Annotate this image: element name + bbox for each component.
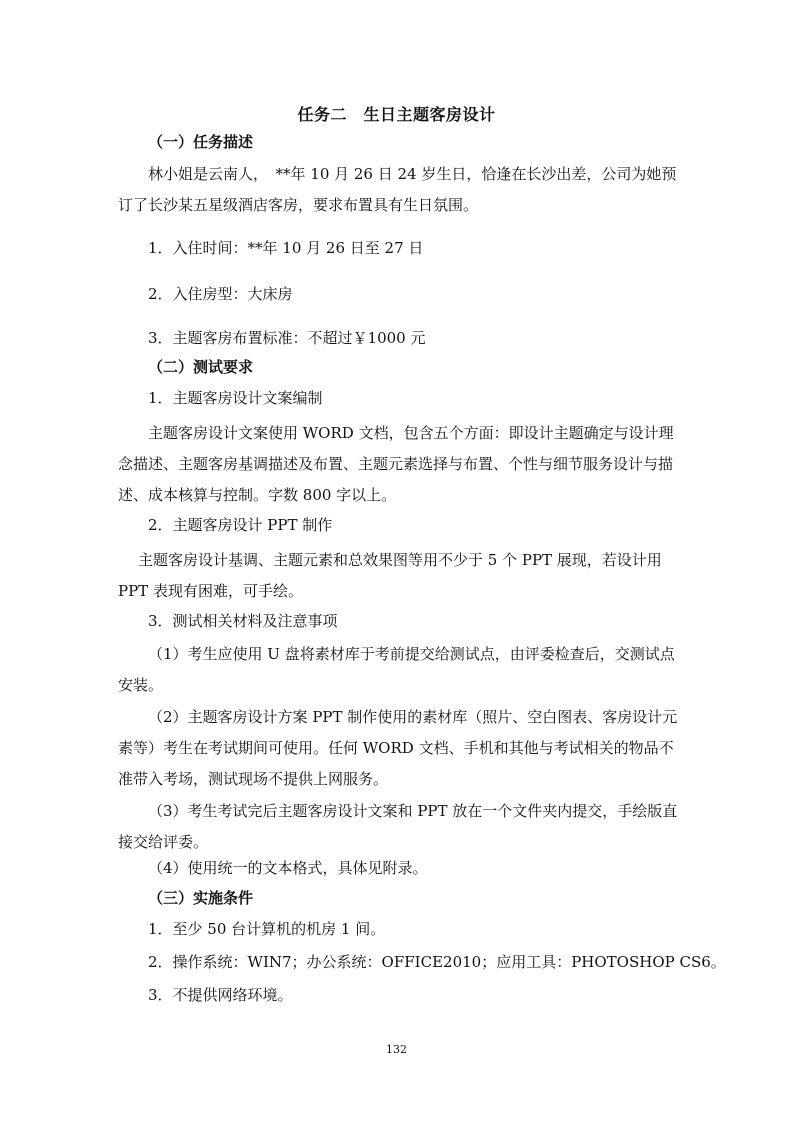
condition-item-computer-room: 1．至少 50 台计算机的机房 1 间。 — [148, 920, 386, 938]
task-item-checkin-time: 1．入住时间：**年 10 月 26 日至 27 日 — [148, 239, 424, 257]
condition-item-software: 2．操作系统：WIN7；办公系统：OFFICE2010；应用工具：PHOTOSHOP CS6。 — [148, 953, 726, 971]
task-item-budget: 3．主题客房布置标准：不超过￥1000 元 — [148, 329, 426, 347]
requirement-3-title: 3．测试相关材料及注意事项 — [148, 612, 338, 630]
requirement-2-body: 主题客房设计基调、主题元素和总效果图等用不少于 5 个 PPT 展现，若设计用 PPT 表现有困难，可手绘。 — [118, 551, 662, 600]
note-3-paragraph: （3）考生考试完后主题客房设计文案和 PPT 放在一个文件夹内提交，手绘版直接交给评委。 — [118, 802, 678, 851]
section-heading-test-requirements: （二）测试要求 — [148, 358, 254, 376]
note-4-paragraph: （4）使用统一的文本格式，具体见附录。 — [148, 859, 428, 877]
page-title: 任务二 生日主题客房设计 — [297, 105, 496, 124]
section-heading-conditions: （三）实施条件 — [148, 889, 254, 907]
task-intro-paragraph: 林小姐是云南人， **年 10 月 26 日 24 岁生日，恰逢在长沙出差，公司为她预订了长沙某五星级酒店客房，要求布置具有生日氛围。 — [118, 165, 677, 214]
note-2-paragraph: （2）主题客房设计方案 PPT 制作使用的素材库（照片、空白图表、客房设计元素等）考生在考试期间可使用。任何 WORD 文档、手机和其他与考试相关的物品不准带入考场，测试现场不提供上网服务。 — [118, 708, 678, 788]
requirement-1-body: 主题客房设计文案使用 WORD 文档，包含五个方面：即设计主题确定与设计理念描述、主题客房基调描述及布置、主题元素选择与布置、个性与细节服务设计与描述、成本核算与控制。字数 800 字以上。 — [118, 424, 674, 504]
task-item-room-type: 2．入住房型：大床房 — [148, 285, 293, 303]
requirement-2-title: 2．主题客房设计 PPT 制作 — [148, 516, 333, 534]
condition-item-no-network: 3．不提供网络环境。 — [148, 986, 293, 1004]
requirement-1-title: 1．主题客房设计文案编制 — [148, 389, 323, 407]
page-number: 132 — [386, 1043, 407, 1056]
section-heading-task-description: （一）任务描述 — [148, 133, 254, 151]
note-1-paragraph: （1）考生应使用 U 盘将素材库于考前提交给测试点，由评委检查后，交测试点安装。 — [118, 645, 675, 694]
